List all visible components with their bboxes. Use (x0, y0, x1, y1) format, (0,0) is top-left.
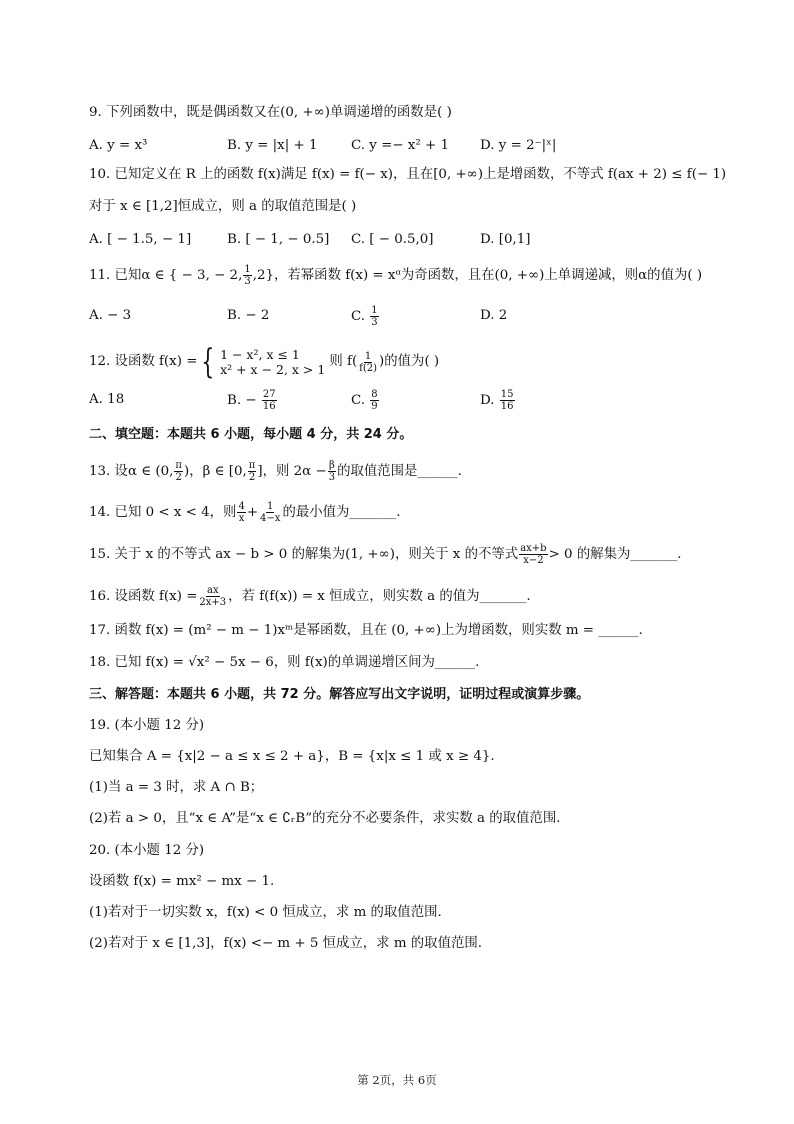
option-d (480, 389, 516, 412)
numerator: 8 (371, 388, 378, 400)
text: + (246, 504, 259, 520)
option-fraction (370, 305, 378, 328)
option-a: A. y = x³ (89, 138, 148, 153)
question-20-line1: 设函数 f(x) = mx² − mx − 1. (89, 874, 275, 889)
text: 15. 关于 x 的不等式 ax − b > 0 的解集为(1, +∞)，则关于 x 的不等式 (89, 546, 519, 562)
left-brace: { (201, 342, 215, 382)
question-19-line2: (1)当 a = 3 时，求 A ∩ B； (89, 780, 264, 795)
text: ]，则 2α − (257, 463, 327, 479)
option-a: A. [ − 1.5, − 1] (89, 232, 192, 247)
fraction (328, 460, 336, 483)
stem-prefix: 12. 设函数 f(x) = (89, 354, 198, 369)
option-fraction (500, 389, 515, 412)
denominator: 4−x (260, 513, 281, 524)
option-c: C. y =− x² + 1 (351, 138, 449, 153)
option-d: D. [0,1] (480, 232, 531, 247)
denominator: x (238, 513, 245, 524)
question-10-options (89, 228, 689, 252)
section-3-heading: 三、解答题：本题共 6 小题，共 72 分。解答应写出文字说明，证明过程或演算步骤。 (89, 687, 590, 702)
numerator: 15 (500, 388, 514, 400)
text: 13. 设α ∈ (0, (89, 463, 174, 479)
option-c (351, 305, 380, 328)
question-9-options (89, 134, 689, 158)
fraction (198, 585, 227, 608)
piecewise-function (197, 342, 326, 382)
text: 的最小值为_______. (282, 504, 401, 520)
fraction-one-over-f2 (358, 351, 378, 374)
case-2: x² + x − 2, x > 1 (220, 362, 326, 377)
stem-suffix: ,2}，若幂函数 f(x) = xᵅ为奇函数，且在(0, +∞)上单调递减，则α的值为( ) (252, 267, 703, 283)
question-20-line3: (2)若对于 x ∈ [1,3]，f(x) <− m + 5 恒成立，求 m 的取值范围. (89, 936, 482, 951)
case-1: 1 − x², x ≤ 1 (220, 347, 300, 362)
option-a: A. 18 (89, 392, 125, 407)
fraction (237, 501, 245, 524)
question-20-line2: (1)若对于一切实数 x，f(x) < 0 恒成立，求 m 的取值范围. (89, 905, 442, 920)
piecewise-cases (220, 347, 325, 377)
denominator: 2 (175, 472, 182, 483)
numerator: 1 (244, 264, 251, 275)
denominator: 9 (371, 400, 378, 412)
denominator: 3 (328, 472, 336, 483)
option-label: C. (351, 392, 366, 408)
denominator: 16 (262, 400, 276, 412)
option-fraction (370, 389, 378, 412)
question-20-heading: 20. (本小题 12 分) (89, 843, 205, 858)
option-b (227, 389, 278, 412)
denominator: f(2) (359, 362, 378, 374)
denominator: 2x+3 (199, 597, 227, 608)
text: ，若 f(f(x)) = x 恒成立，则实数 a 的值为_______. (228, 588, 531, 604)
option-fraction (262, 389, 277, 412)
option-label: C. (351, 308, 366, 324)
denominator: 2 (248, 472, 256, 483)
question-10-stem-line1: 10. 已知定义在 R 上的函数 f(x)满足 f(x) = f(− x)，且在[0, +∞)上是增函数，不等式 f(ax + 2) ≤ f(− 1) (89, 167, 727, 182)
question-14 (89, 501, 401, 524)
option-d: D. y = 2⁻|ˣ| (480, 138, 557, 153)
numerator: 1 (371, 304, 378, 316)
fraction (174, 460, 183, 483)
numerator: π (175, 460, 182, 471)
option-c (351, 389, 380, 412)
question-15 (89, 543, 682, 566)
text: 的取值范围是______. (337, 463, 462, 479)
stem-middle: 则 f( (329, 354, 358, 369)
question-19-line1: 已知集合 A = {x|2 − a ≤ x ≤ 2 + a}，B = {x|x ≤ 1 或 x ≥ 4}. (89, 749, 495, 764)
question-16 (89, 585, 531, 608)
denominator: 3 (244, 276, 251, 287)
option-d: D. 2 (480, 308, 508, 323)
section-2-heading: 二、填空题：本题共 6 小题，每小题 4 分，共 24 分。 (89, 427, 413, 442)
text: 14. 已知 0 < x < 4，则 (89, 504, 237, 520)
option-label: B. − (227, 392, 257, 408)
question-10-stem-line2: 对于 x ∈ [1,2]恒成立，则 a 的取值范围是( ) (89, 199, 357, 214)
numerator: ax (206, 585, 219, 596)
denominator: x−2 (523, 555, 544, 566)
numerator: 4 (238, 501, 245, 512)
text: )，β ∈ [0, (184, 463, 247, 479)
fraction-one-third (243, 264, 251, 287)
fraction (259, 501, 281, 524)
question-17: 17. 函数 f(x) = (m² − m − 1)xᵐ是幂函数，且在 (0, +∞)上为增函数，则实数 m = ______. (89, 623, 643, 638)
option-label: D. (480, 392, 495, 408)
question-13 (89, 460, 462, 483)
option-a: A. − 3 (89, 308, 132, 323)
text: > 0 的解集为_______. (548, 546, 682, 562)
question-11-stem (89, 264, 702, 287)
option-b: B. − 2 (227, 308, 270, 323)
numerator: ax+b (520, 543, 547, 554)
numerator: 27 (262, 388, 276, 400)
numerator: β (328, 460, 335, 471)
question-12-stem (89, 342, 440, 382)
question-19-heading: 19. (本小题 12 分) (89, 718, 205, 733)
stem-suffix: )的值为( ) (379, 354, 440, 369)
denominator: 3 (371, 316, 378, 328)
question-19-line3: (2)若 a > 0，且“x ∈ A”是“x ∈ ∁ᵣB”的充分不必要条件，求实数 a 的取值范围. (89, 811, 561, 826)
option-c: C. [ − 0.5,0] (351, 232, 434, 247)
denominator: 16 (500, 400, 514, 412)
numerator: 1 (364, 350, 372, 362)
fraction (248, 460, 257, 483)
numerator: π (248, 460, 256, 471)
page-footer: 第 2页，共 6页 (357, 1073, 437, 1087)
text: 16. 设函数 f(x) = (89, 588, 198, 604)
question-18: 18. 已知 f(x) = √x² − 5x − 6，则 f(x)的单调递增区间为______. (89, 655, 480, 670)
fraction (519, 543, 547, 566)
option-b: B. y = |x| + 1 (227, 138, 318, 153)
question-12-options (89, 388, 689, 412)
question-11-options (89, 304, 689, 328)
question-9-stem: 9. 下列函数中，既是偶函数又在(0, +∞)单调递增的函数是( ) (89, 105, 452, 120)
stem-prefix: 11. 已知α ∈ { − 3, − 2, (89, 267, 243, 283)
numerator: 1 (267, 501, 274, 512)
option-b: B. [ − 1, − 0.5] (227, 232, 330, 247)
